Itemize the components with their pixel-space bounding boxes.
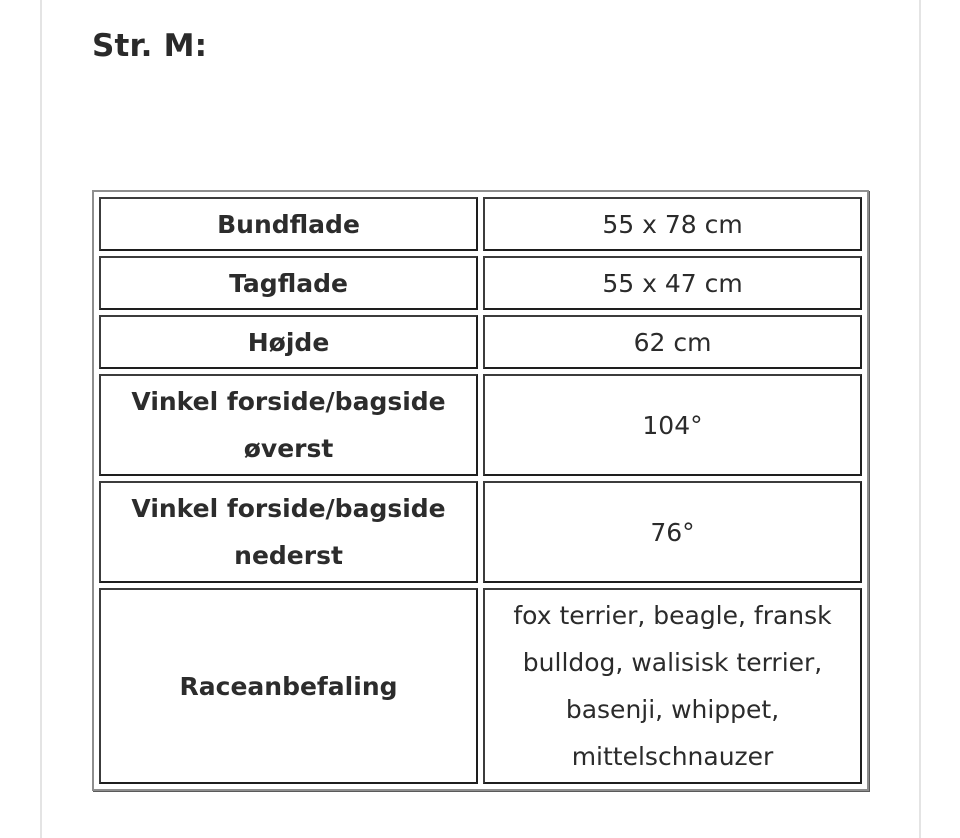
table-row (99, 256, 862, 310)
size-spec-table (92, 190, 869, 791)
table-row (99, 374, 862, 476)
spec-value-angle-bottom: 76° (483, 481, 862, 583)
spec-label-angle-top: Vinkel forside/bagside øverst (99, 374, 478, 476)
size-heading: Str. M: (92, 28, 208, 64)
spec-value-base: 55 x 78 cm (483, 197, 862, 251)
spec-label-base: Bundflade (99, 197, 478, 251)
spec-label-angle-bottom: Vinkel forside/bagside nederst (99, 481, 478, 583)
spec-label-height: Højde (99, 315, 478, 369)
table-row (99, 315, 862, 369)
spec-label-roof: Tagflade (99, 256, 478, 310)
spec-value-angle-top: 104° (483, 374, 862, 476)
spec-label-breeds: Raceanbefaling (99, 588, 478, 784)
table-row (99, 197, 862, 251)
spec-value-breeds: fox terrier, beagle, fransk bulldog, walisisk terrier, basenji, whippet, mittelschnauzer (483, 588, 862, 784)
spec-value-height: 62 cm (483, 315, 862, 369)
table-row (99, 481, 862, 583)
spec-value-roof: 55 x 47 cm (483, 256, 862, 310)
table-row (99, 588, 862, 784)
